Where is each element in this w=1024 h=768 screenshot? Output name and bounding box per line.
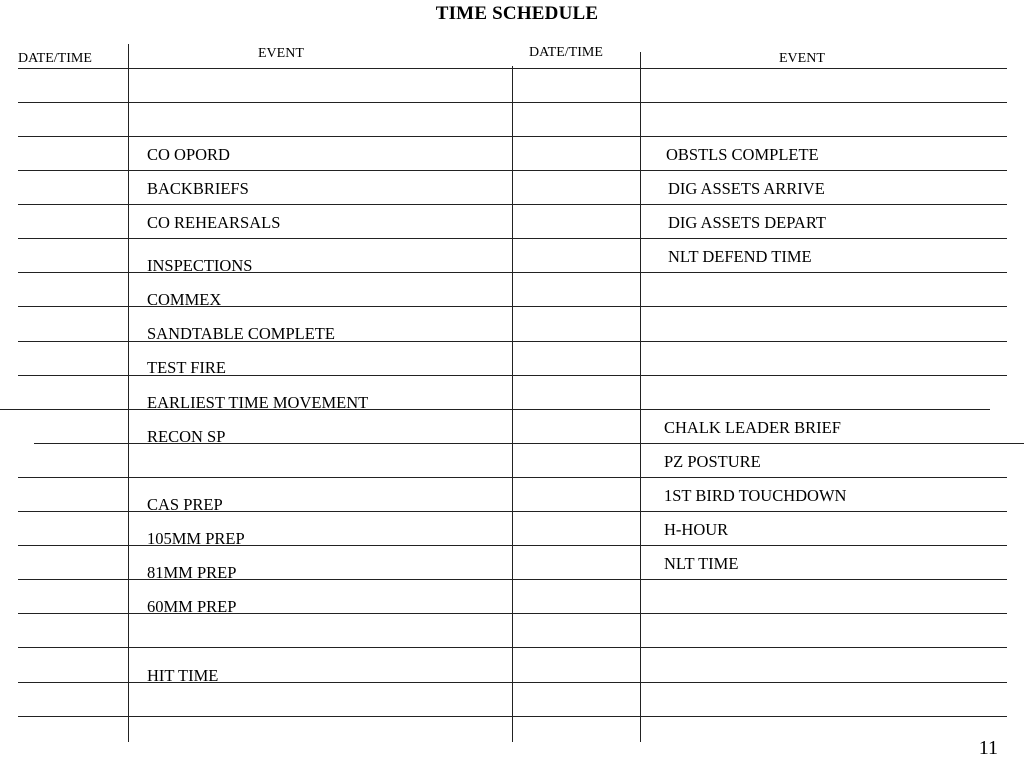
row-divider xyxy=(18,477,1007,478)
row-divider xyxy=(18,68,1007,69)
event-earliest-time-movement: EARLIEST TIME MOVEMENT xyxy=(147,393,369,412)
event-cas-prep: CAS PREP xyxy=(147,495,223,514)
header-date-time-left: DATE/TIME xyxy=(18,51,92,66)
row-divider xyxy=(18,170,1007,171)
event-inspections: INSPECTIONS xyxy=(147,256,253,275)
column-divider xyxy=(128,44,129,742)
header-date-time-right: DATE/TIME xyxy=(529,45,603,60)
column-divider xyxy=(640,52,641,742)
event-sandtable-complete: SANDTABLE COMPLETE xyxy=(147,324,335,343)
event-pz-posture: PZ POSTURE xyxy=(664,452,761,471)
event-obstls-complete: OBSTLS COMPLETE xyxy=(666,145,819,164)
event-recon-sp: RECON SP xyxy=(147,427,226,446)
page-number: 11 xyxy=(978,737,998,759)
event-backbriefs: BACKBRIEFS xyxy=(147,179,249,198)
event-dig-assets-arrive: DIG ASSETS ARRIVE xyxy=(668,179,825,198)
event-1st-bird-touchdown: 1ST BIRD TOUCHDOWN xyxy=(664,486,847,505)
event-test-fire: TEST FIRE xyxy=(147,358,226,377)
page-title: TIME SCHEDULE xyxy=(435,3,599,24)
row-divider xyxy=(18,716,1007,717)
event-hit-time: HIT TIME xyxy=(147,666,219,685)
row-divider xyxy=(18,204,1007,205)
event-nlt-time: NLT TIME xyxy=(664,554,739,573)
event-co-rehearsals: CO REHEARSALS xyxy=(147,213,281,232)
event-co-opord: CO OPORD xyxy=(147,145,230,164)
event-105mm-prep: 105MM PREP xyxy=(147,529,245,548)
event-nlt-defend-time: NLT DEFEND TIME xyxy=(668,247,812,266)
row-divider xyxy=(18,238,1007,239)
event-commex: COMMEX xyxy=(147,290,222,309)
event-dig-assets-depart: DIG ASSETS DEPART xyxy=(668,213,826,232)
column-divider xyxy=(512,66,513,742)
event-60mm-prep: 60MM PREP xyxy=(147,597,237,616)
event-81mm-prep: 81MM PREP xyxy=(147,563,237,582)
event-chalk-leader-brief: CHALK LEADER BRIEF xyxy=(664,418,841,437)
row-divider xyxy=(18,102,1007,103)
row-divider xyxy=(18,647,1007,648)
event-h-hour: H-HOUR xyxy=(664,520,729,539)
header-event-right: EVENT xyxy=(779,51,825,66)
row-divider xyxy=(18,136,1007,137)
header-event-left: EVENT xyxy=(258,46,304,61)
